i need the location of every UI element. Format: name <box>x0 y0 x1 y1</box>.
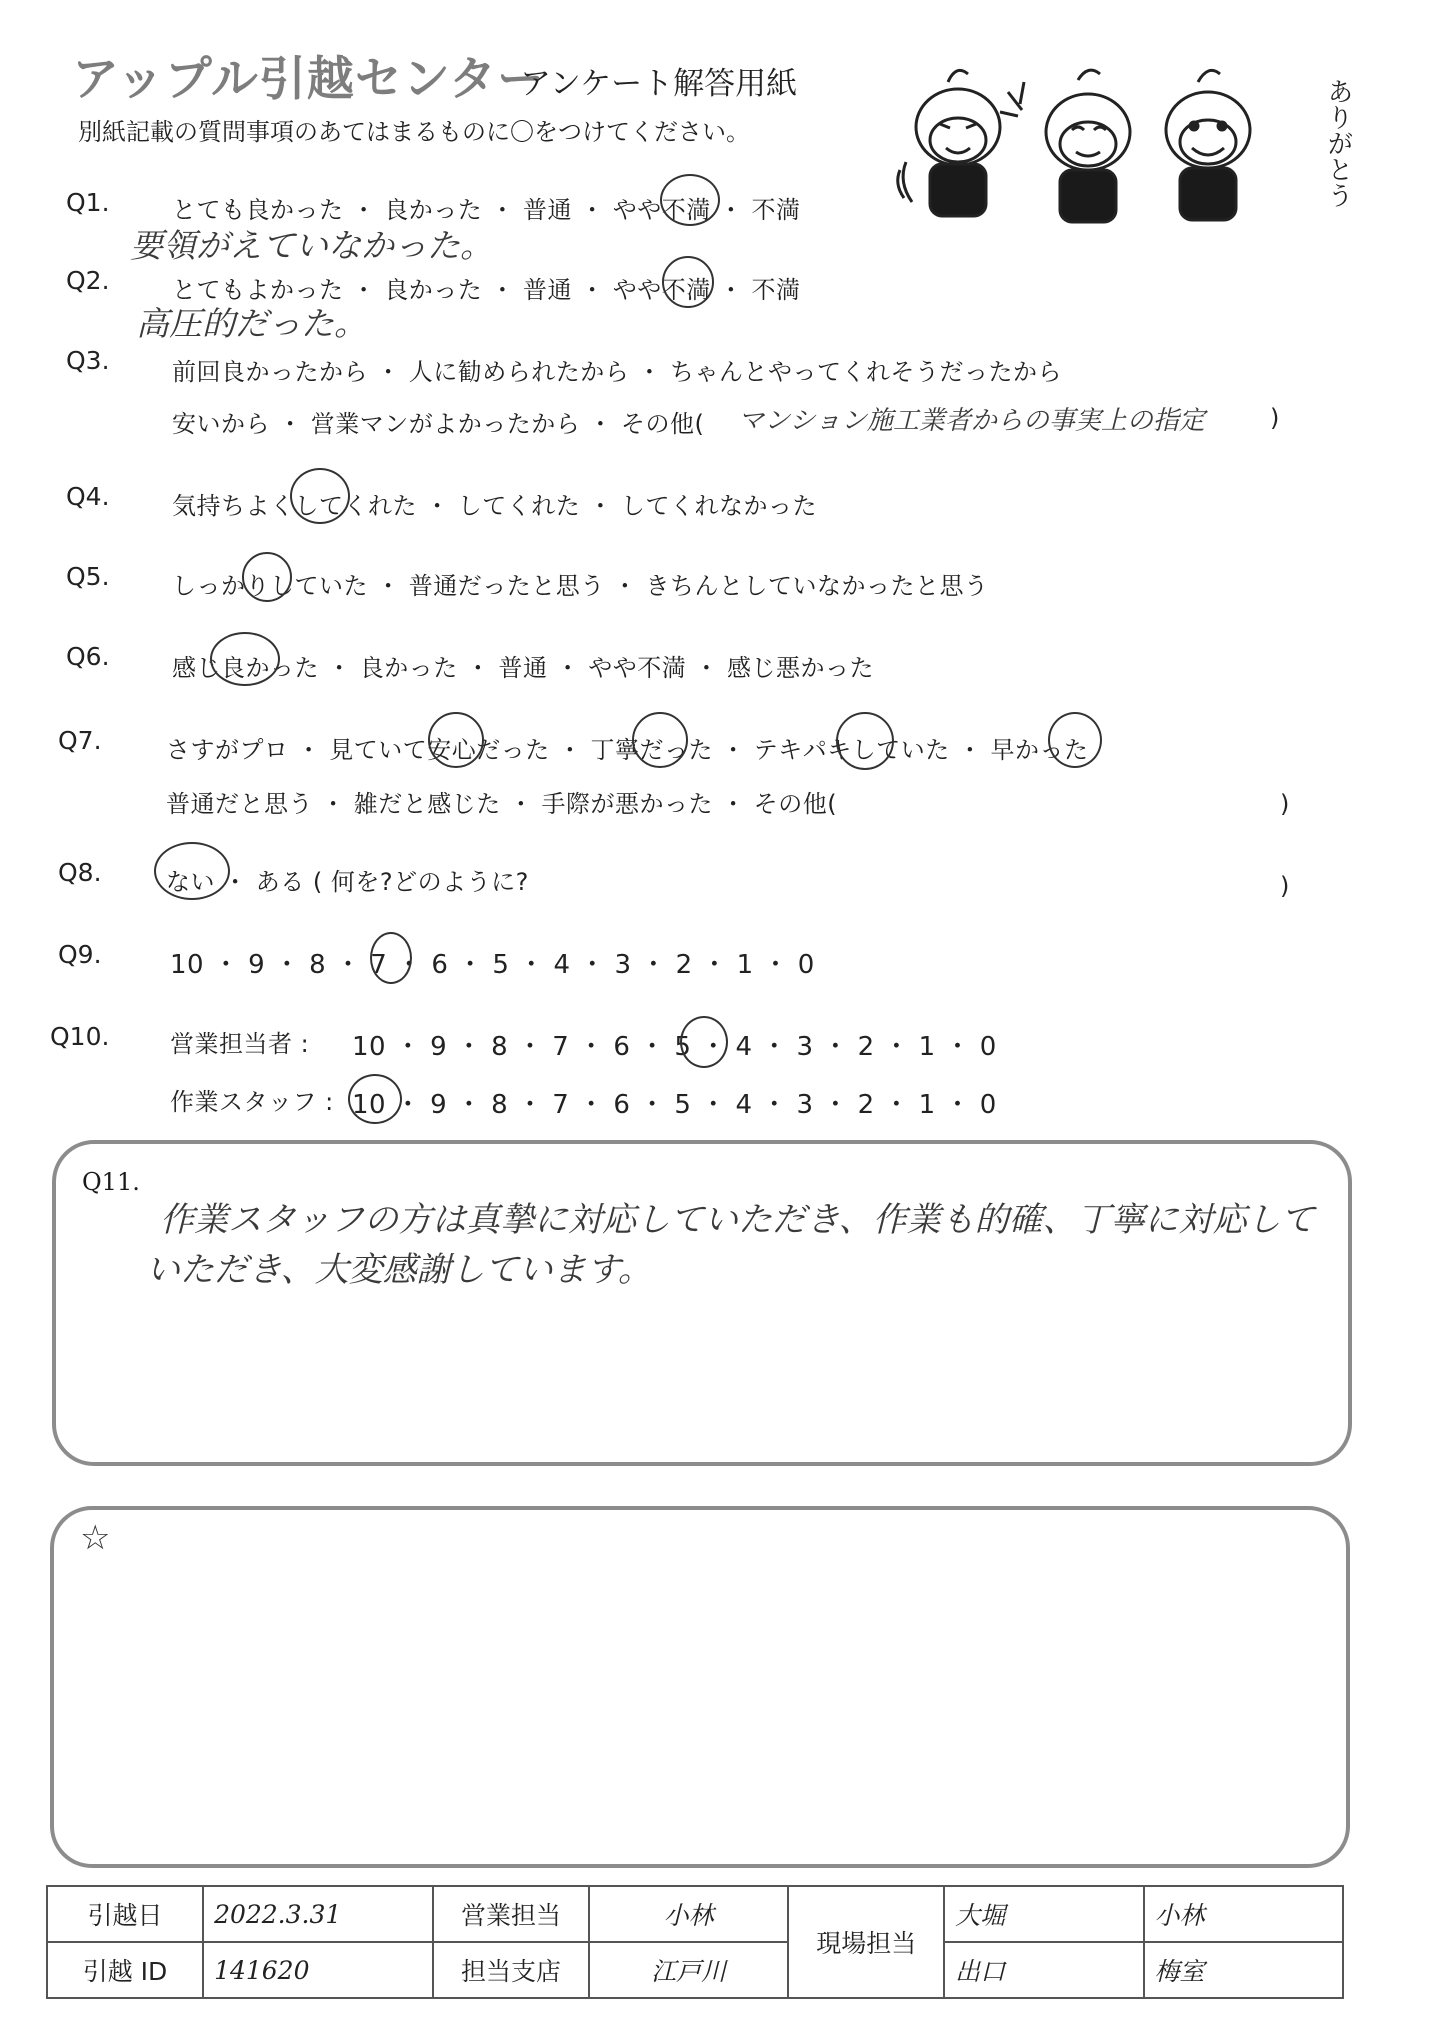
q7-answer-circle-anshin <box>428 712 484 768</box>
q9-answer-circle <box>370 932 412 984</box>
q6-options: 感じ良かった ・ 良かった ・ 普通 ・ やや不満 ・ 感じ悪かった <box>172 654 875 682</box>
q2-handwritten-note: 高圧的だった。 <box>136 304 367 343</box>
q1-handwritten-note: 要領がえていなかった。 <box>130 226 493 265</box>
move-date-label: 引越日 <box>47 1886 203 1942</box>
site-staff-1: 大堀 <box>944 1886 1143 1942</box>
star-icon: ☆ <box>80 1518 111 1558</box>
q2-label: Q2. <box>66 266 110 295</box>
form-subtitle: アンケート解答用紙 <box>520 66 798 102</box>
q3-options-line1: 前回良かったから ・ 人に勧められたから ・ ちゃんとやってくれそうだったから <box>172 358 1063 386</box>
q4-options: 気持ちよくしてくれた ・ してくれた ・ してくれなかった <box>172 492 818 520</box>
q7-options-line1: さすがプロ ・ 見ていて安心だった ・ 丁寧だった ・ テキパキしていた ・ 早かった <box>166 736 1089 764</box>
q6-label: Q6. <box>66 642 110 671</box>
q10-label: Q10. <box>50 1022 110 1051</box>
q10-sales-scale: 10 ・ 9 ・ 8 ・ 7 ・ 6 ・ 5 ・ 4 ・ 3 ・ 2 ・ 1 ・ 0 <box>352 1032 997 1062</box>
branch-value: 江戸川 <box>589 1942 788 1998</box>
q4-answer-circle <box>290 468 350 524</box>
q1-options: とても良かった ・ 良かった ・ 普通 ・ やや不満 ・ 不満 <box>172 196 801 224</box>
sales-rep-value: 小林 <box>589 1886 788 1942</box>
q7-answer-circle-tekipaki <box>836 712 894 770</box>
move-id-value: 141620 <box>203 1942 433 1998</box>
brand-title: アップル引越センター <box>72 52 545 107</box>
q10-staff-answer-circle <box>348 1074 402 1124</box>
sales-rep-label: 営業担当 <box>433 1886 589 1942</box>
q5-answer-circle <box>242 552 292 602</box>
instruction-text: 別紙記載の質問事項のあてはまるものに〇をつけてください。 <box>78 118 750 146</box>
q11-comment-line1: 作業スタッフの方は真摯に対応していただき、作業も的確、丁寧に対応して <box>160 1200 1315 1240</box>
q7-options-line2: 普通だと思う ・ 雑だと感じた ・ 手際が悪かった ・ その他( <box>166 790 838 818</box>
q11-comment-line2: いただき、大変感謝しています。 <box>146 1250 652 1290</box>
q1-answer-circle <box>660 174 720 226</box>
q7-label: Q7. <box>58 726 102 755</box>
mascot-illustration <box>888 52 1358 252</box>
site-staff-3: 出口 <box>944 1942 1143 1998</box>
q5-label: Q5. <box>66 562 110 591</box>
q9-label: Q9. <box>58 940 102 969</box>
q8-answer-circle <box>154 842 230 900</box>
q1-label: Q1. <box>66 188 110 217</box>
q5-options: しっかりしていた ・ 普通だったと思う ・ きちんとしていなかったと思う <box>172 572 989 600</box>
info-table <box>46 1885 1344 1999</box>
q3-options-line2: 安いから ・ 営業マンがよかったから ・ その他( <box>172 410 705 438</box>
q4-label: Q4. <box>66 482 110 511</box>
q2-answer-circle <box>662 256 714 308</box>
site-staff-label: 現場担当 <box>788 1886 944 1998</box>
mascot-right <box>1166 70 1250 220</box>
q8-label: Q8. <box>58 858 102 887</box>
q10-sales-answer-circle <box>680 1016 728 1068</box>
mascot-middle <box>1000 70 1130 222</box>
q3-other-handwritten: マンション施工業者からの事実上の指定 <box>738 406 1205 436</box>
q3-close-paren: ) <box>1270 404 1280 432</box>
q10-sales-label: 営業担当者 : <box>170 1030 310 1058</box>
q8-close-paren: ) <box>1280 872 1290 900</box>
q3-label: Q3. <box>66 346 110 375</box>
mascot-left <box>898 70 1000 216</box>
q7-answer-circle-teinei <box>632 712 688 768</box>
free-comment-box <box>50 1506 1350 1868</box>
move-date-value: 2022.3.31 <box>203 1886 433 1942</box>
q8-options: ない ・ ある ( 何を?どのように? <box>166 868 529 896</box>
q6-answer-circle <box>210 632 280 686</box>
q11-comment-box <box>52 1140 1352 1466</box>
q9-scale: 10 ・ 9 ・ 8 ・ 7 ・ 6 ・ 5 ・ 4 ・ 3 ・ 2 ・ 1 ・ 0 <box>170 950 815 980</box>
move-id-label: 引越 ID <box>47 1942 203 1998</box>
q7-close-paren: ) <box>1280 790 1290 818</box>
q10-staff-label: 作業スタッフ : <box>170 1088 334 1116</box>
site-staff-4: 梅室 <box>1144 1942 1343 1998</box>
q7-answer-circle-hayai <box>1048 712 1102 768</box>
site-staff-2: 小林 <box>1144 1886 1343 1942</box>
q2-options: とてもよかった ・ 良かった ・ 普通 ・ やや不満 ・ 不満 <box>172 276 801 304</box>
q11-label: Q11. <box>82 1168 140 1196</box>
branch-label: 担当支店 <box>433 1942 589 1998</box>
q10-staff-scale: 10 ・ 9 ・ 8 ・ 7 ・ 6 ・ 5 ・ 4 ・ 3 ・ 2 ・ 1 ・ 0 <box>352 1090 997 1120</box>
thanks-text: ありがとう <box>1323 78 1353 208</box>
